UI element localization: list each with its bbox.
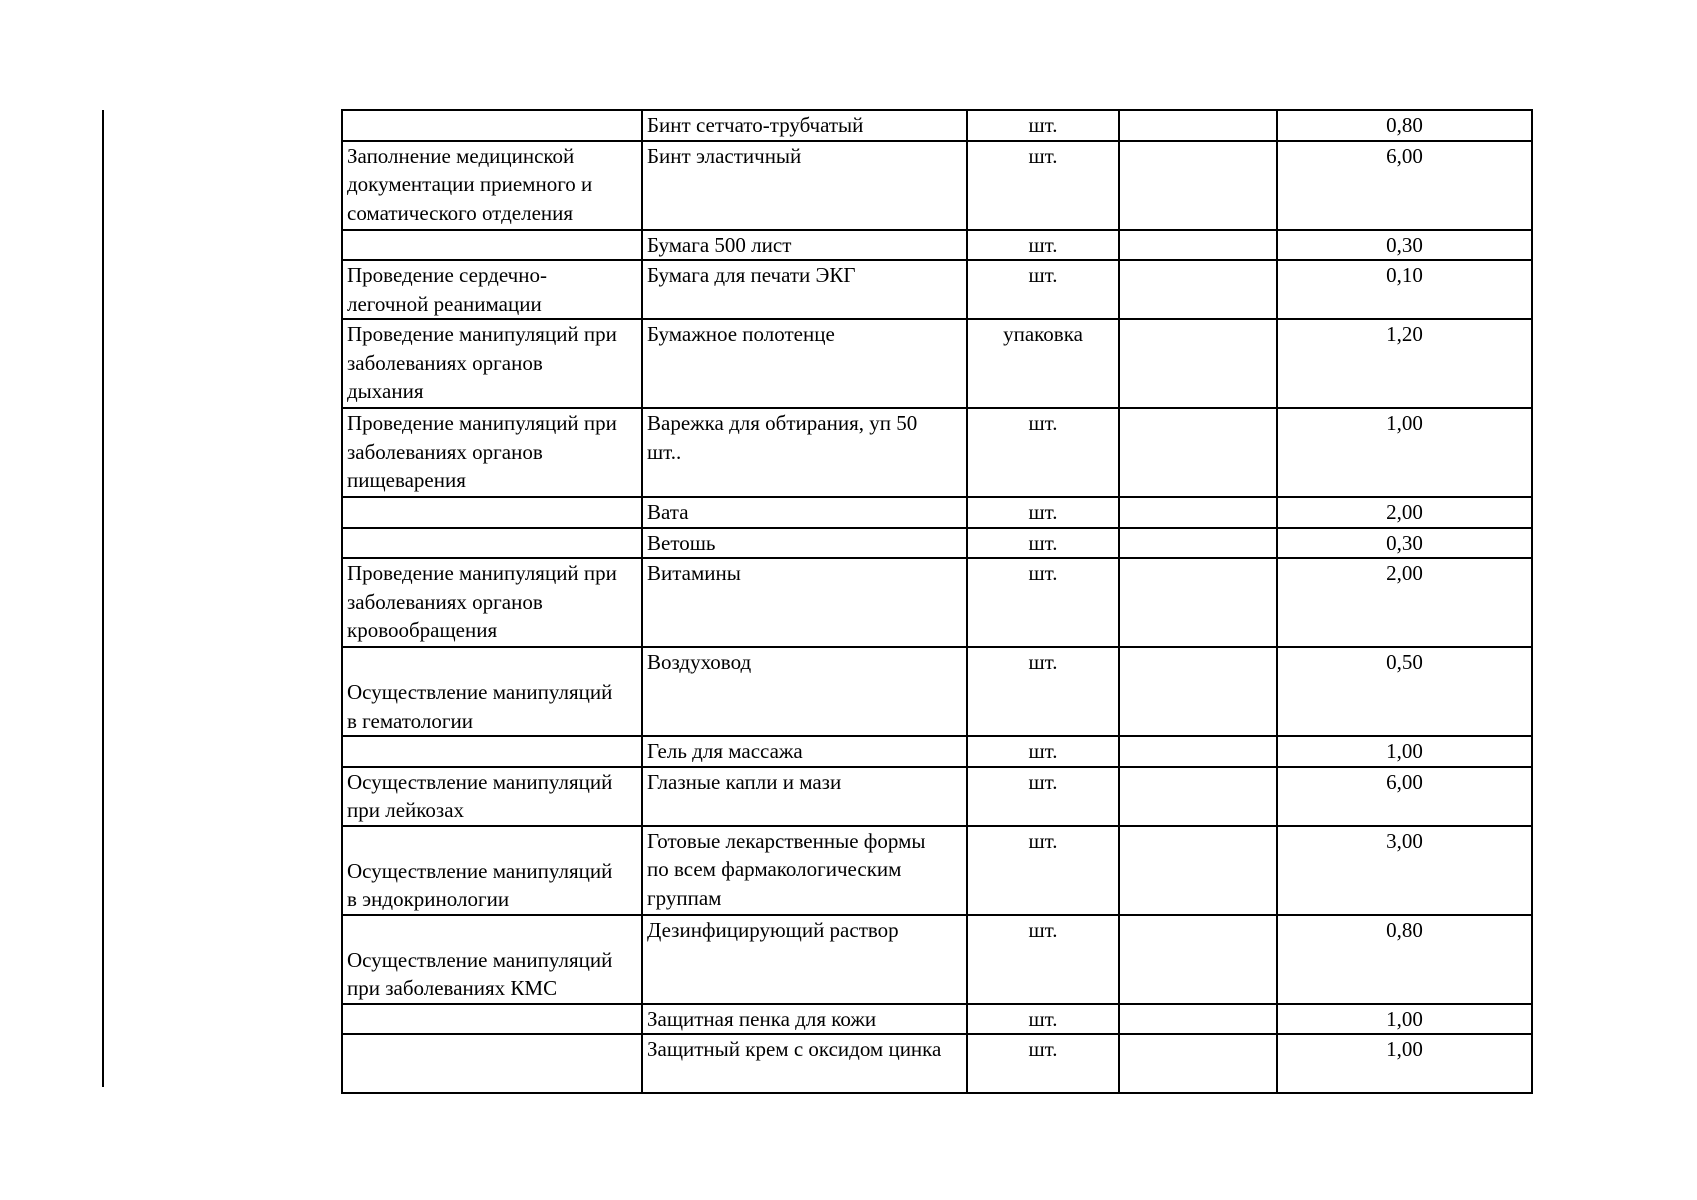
task-cell: Осуществление манипуляций при лейкозах: [342, 767, 642, 826]
value-cell: 0,30: [1277, 230, 1532, 261]
table-row: [342, 1004, 1532, 1035]
value-cell: 1,00: [1277, 1034, 1532, 1093]
empty-cell: [1119, 647, 1277, 736]
material-cell: Витамины: [642, 558, 967, 647]
unit-cell: шт.: [967, 497, 1119, 528]
material-cell: Бинт эластичный: [642, 141, 967, 230]
unit-cell: шт.: [967, 141, 1119, 230]
unit-cell: шт.: [967, 647, 1119, 736]
task-cell: [342, 736, 642, 767]
value-cell: 2,00: [1277, 558, 1532, 647]
material-cell: Бумажное полотенце: [642, 319, 967, 408]
table-row: [342, 408, 1532, 497]
value-cell: 3,00: [1277, 826, 1532, 915]
task-cell: Осуществление манипуляций в гематологии: [342, 647, 642, 736]
value-cell: 1,00: [1277, 408, 1532, 497]
empty-cell: [1119, 110, 1277, 141]
unit-cell: шт.: [967, 408, 1119, 497]
task-cell: [342, 230, 642, 261]
table-row: [342, 110, 1532, 141]
unit-cell: шт.: [967, 736, 1119, 767]
material-cell: Воздуховод: [642, 647, 967, 736]
empty-cell: [1119, 230, 1277, 261]
unit-cell: шт.: [967, 1004, 1119, 1035]
empty-cell: [1119, 528, 1277, 559]
unit-cell: шт.: [967, 230, 1119, 261]
material-cell: Бинт сетчато-трубчатый: [642, 110, 967, 141]
value-cell: 6,00: [1277, 141, 1532, 230]
material-cell: Готовые лекарственные формы по всем фармакологическим группам: [642, 826, 967, 915]
task-cell: Проведение манипуляций при заболеваниях органов дыхания: [342, 319, 642, 408]
task-cell: [342, 1004, 642, 1035]
empty-cell: [1119, 1034, 1277, 1093]
task-cell: Заполнение медицинской документации приемного и соматического отделения: [342, 141, 642, 230]
empty-cell: [1119, 558, 1277, 647]
value-cell: 1,00: [1277, 736, 1532, 767]
empty-cell: [1119, 736, 1277, 767]
value-cell: 0,50: [1277, 647, 1532, 736]
value-cell: 1,20: [1277, 319, 1532, 408]
material-cell: Дезинфицирующий раствор: [642, 915, 967, 1004]
materials-table: [341, 109, 1533, 1094]
value-cell: 2,00: [1277, 497, 1532, 528]
value-cell: 0,30: [1277, 528, 1532, 559]
value-cell: 0,80: [1277, 110, 1532, 141]
empty-cell: [1119, 826, 1277, 915]
material-cell: Бумага для печати ЭКГ: [642, 260, 967, 319]
task-cell: Проведение манипуляций при заболеваниях органов кровообращения: [342, 558, 642, 647]
material-cell: Глазные капли и мази: [642, 767, 967, 826]
task-cell: [342, 1034, 642, 1093]
material-cell: Ветошь: [642, 528, 967, 559]
value-cell: 0,10: [1277, 260, 1532, 319]
task-cell: [342, 110, 642, 141]
empty-cell: [1119, 1004, 1277, 1035]
task-cell: Проведение манипуляций при заболеваниях органов пищеварения: [342, 408, 642, 497]
value-cell: 6,00: [1277, 767, 1532, 826]
unit-cell: шт.: [967, 528, 1119, 559]
unit-cell: шт.: [967, 260, 1119, 319]
material-cell: Защитный крем с оксидом цинка: [642, 1034, 967, 1093]
value-cell: 0,80: [1277, 915, 1532, 1004]
table-row: [342, 647, 1532, 736]
task-cell: Осуществление манипуляций при заболеваниях КМС: [342, 915, 642, 1004]
table-row: [342, 260, 1532, 319]
table-row: [342, 497, 1532, 528]
table-row: [342, 558, 1532, 647]
unit-cell: шт.: [967, 110, 1119, 141]
empty-cell: [1119, 260, 1277, 319]
unit-cell: шт.: [967, 826, 1119, 915]
left-margin-rule: [102, 110, 104, 1087]
table-row: [342, 1034, 1532, 1093]
empty-cell: [1119, 915, 1277, 1004]
unit-cell: упаковка: [967, 319, 1119, 408]
unit-cell: шт.: [967, 558, 1119, 647]
material-cell: Бумага 500 лист: [642, 230, 967, 261]
material-cell: Вата: [642, 497, 967, 528]
table-row: [342, 767, 1532, 826]
task-cell: [342, 528, 642, 559]
task-cell: Проведение сердечно- легочной реанимации: [342, 260, 642, 319]
material-cell: Варежка для обтирания, уп 50 шт..: [642, 408, 967, 497]
unit-cell: шт.: [967, 915, 1119, 1004]
empty-cell: [1119, 497, 1277, 528]
value-cell: 1,00: [1277, 1004, 1532, 1035]
table-row: [342, 736, 1532, 767]
empty-cell: [1119, 408, 1277, 497]
unit-cell: шт.: [967, 767, 1119, 826]
material-cell: Гель для массажа: [642, 736, 967, 767]
unit-cell: шт.: [967, 1034, 1119, 1093]
material-cell: Защитная пенка для кожи: [642, 1004, 967, 1035]
empty-cell: [1119, 141, 1277, 230]
table-row: [342, 230, 1532, 261]
table-row: [342, 141, 1532, 230]
empty-cell: [1119, 767, 1277, 826]
table-row: [342, 915, 1532, 1004]
table-row: [342, 528, 1532, 559]
task-cell: Осуществление манипуляций в эндокринологии: [342, 826, 642, 915]
empty-cell: [1119, 319, 1277, 408]
task-cell: [342, 497, 642, 528]
table-row: [342, 826, 1532, 915]
table-row: [342, 319, 1532, 408]
